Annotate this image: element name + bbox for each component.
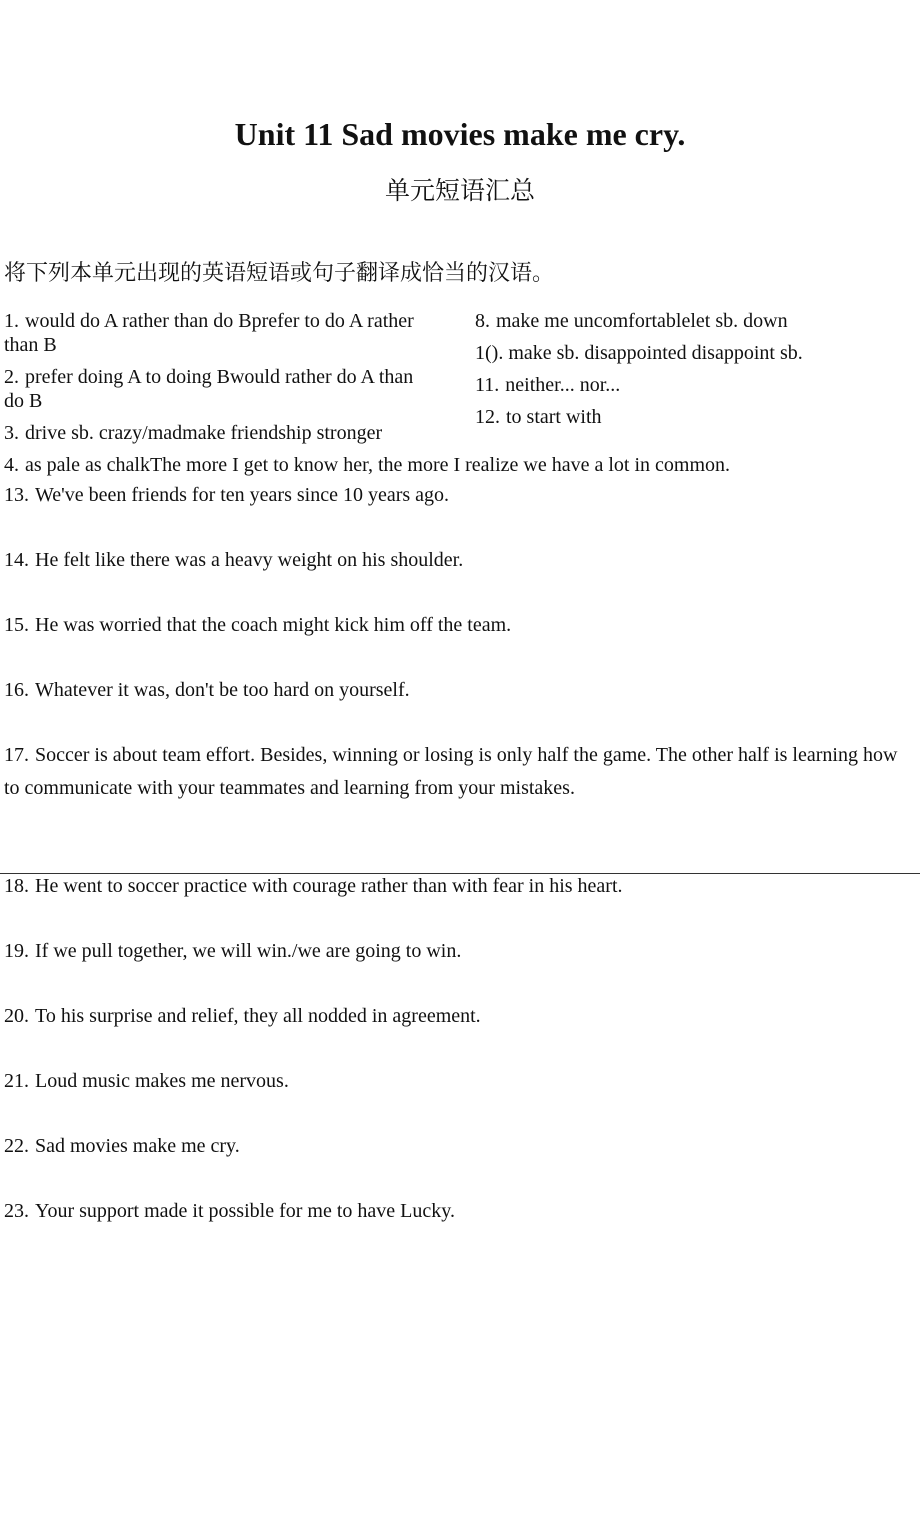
item-number: 3. [4,422,19,444]
item-text: to start with [506,406,602,428]
instruction-text: 将下列本单元出现的英语短语或句子翻译成恰当的汉语。 [4,261,555,286]
page-subtitle: 单元短语汇总 [384,176,535,205]
page-title: Unit 11 Sad movies make me cry. [234,116,686,152]
sentence-item [4,609,511,642]
item-text: He felt like there was a heavy weight on his shoulder. [35,549,464,571]
item-number: 19. [4,940,29,962]
item-text: Whatever it was, don't be too hard on yourself. [35,679,410,701]
phrase-item [475,405,602,429]
item-number: 14. [4,549,29,571]
item-number: 12. [475,406,500,428]
sentence-item [4,674,410,707]
item-text: He was worried that the coach might kick him off the team. [35,614,512,636]
item-number: 23. [4,1200,29,1222]
item-text: Sad movies make me cry. [35,1135,240,1157]
sentence-item [4,1000,481,1033]
item-number: 4. [4,454,19,476]
item-number: 1. [4,310,19,332]
item-text: We've been friends for ten years since 10 years ago. [35,484,450,506]
item-text: To his surprise and relief, they all nodded in agreement. [35,1005,481,1027]
item-number: 22. [4,1135,29,1157]
item-text: prefer doing A to doing Bwould rather do A than do B [4,366,414,412]
phrase-item [475,309,788,333]
sentence-item [4,739,916,805]
item-text: drive sb. crazy/madmake friendship stronger [25,422,383,444]
sentence-item [4,1065,289,1098]
item-number: 1(). [475,342,504,364]
item-number: 16. [4,679,29,701]
item-number: 18. [4,875,29,897]
item-number: 13. [4,484,29,506]
item-text: He went to soccer practice with courage rather than with fear in his heart. [35,875,623,897]
phrase-item [4,309,414,357]
phrase-item [475,341,803,365]
item-number: 11. [475,374,500,396]
sentence-item [4,935,461,968]
phrase-item [475,373,620,397]
item-text: Soccer is about team effort. Besides, winning or losing is only half the game. The other half is learning how to communicate with your teammates and learning from your mistakes. [4,744,898,799]
sentence-item [4,544,463,577]
item-text: would do A rather than do Bprefer to do A rather than B [4,310,414,356]
phrase-item [4,421,382,445]
phrase-item [4,453,730,477]
item-number: 20. [4,1005,29,1027]
item-text: make sb. disappointed disappoint sb. [508,342,803,364]
item-number: 15. [4,614,29,636]
item-text: make me uncomfortablelet sb. down [496,310,788,332]
item-text: If we pull together, we will win./we are going to win. [35,940,462,962]
phrase-item [4,365,414,413]
sentence-item [4,1130,240,1163]
item-text: Your support made it possible for me to have Lucky. [35,1200,455,1222]
item-number: 17. [4,744,29,766]
item-text: neither... nor... [505,374,621,396]
item-number: 21. [4,1070,29,1092]
sentence-item [4,870,623,903]
sentence-item [4,1195,455,1228]
sentence-item [4,479,449,512]
item-text: Loud music makes me nervous. [35,1070,289,1092]
item-text: as pale as chalkThe more I get to know her, the more I realize we have a lot in common. [25,454,731,476]
item-number: 2. [4,366,19,388]
item-number: 8. [475,310,490,332]
